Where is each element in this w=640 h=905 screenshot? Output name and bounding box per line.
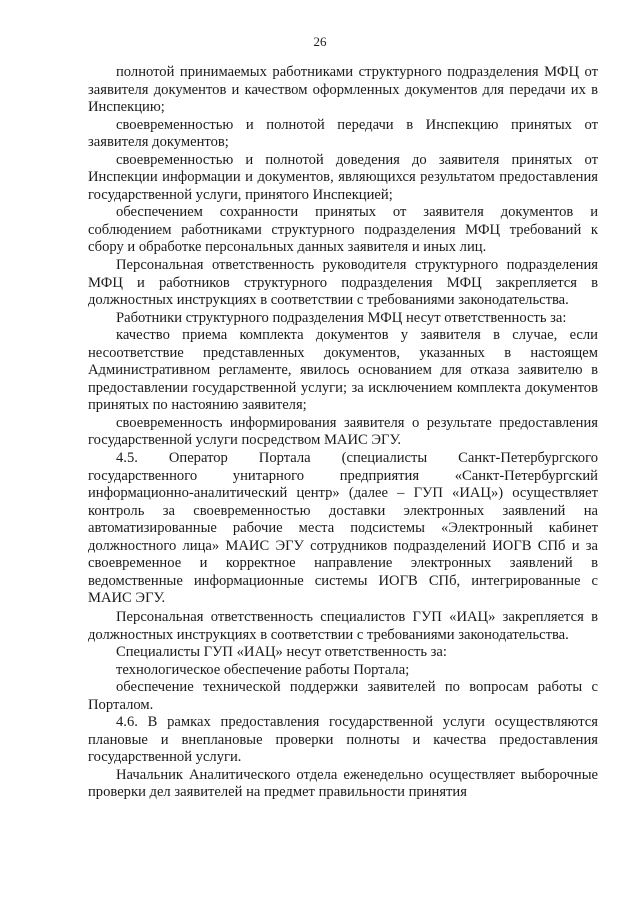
paragraph: своевременностью и полнотой доведения до заявителя принятых от Инспекции информации и документов, являющихся результатом предоставления государственной услуги, принятого Инспекцией;: [88, 151, 598, 203]
paragraph: Персональная ответственность специалистов ГУП «ИАЦ» закрепляется в должностных инструкциях в соответствии с требованиями законодательства.: [88, 608, 598, 643]
page-number: 26: [313, 34, 327, 49]
paragraph: Персональная ответственность руководителя структурного подразделения МФЦ и работников структурного подразделения МФЦ закрепляется в должностных инструкциях в соответствии с требованиями законодательства.: [88, 257, 598, 309]
paragraph: обеспечением сохранности принятых от заявителя документов и соблюдением работниками структурного подразделения МФЦ требований к сбору и обработке персональных данных заявителя и иных лиц.: [88, 204, 598, 256]
paragraph: 4.5. Оператор Портала (специалисты Санкт-Петербургского государственного унитарного предприятия «Санкт-Петербургский информационно-аналитический центр» (далее – ГУП «ИАЦ») осуществляет контроль за своевременностью доставки электронных заявлений на автоматизированные рабочие места подсистемы «Электронный кабинет должностного лица» МАИС ЭГУ сотрудников подразделений ИОГВ СПб и за своевременное и корректное направление электронных заявлений в ведомственные информационные системы ИОГВ СПб, интегрированные с МАИС ЭГУ.: [88, 450, 598, 607]
paragraph: 4.6. В рамках предоставления государственной услуги осуществляются плановые и внеплановые проверки полноты и качества предоставления государственной услуги.: [88, 714, 598, 766]
paragraph: Специалисты ГУП «ИАЦ» несут ответственность за:: [116, 644, 447, 661]
document-body: [88, 64, 598, 802]
paragraph: обеспечение технической поддержки заявителей по вопросам работы с Порталом.: [88, 679, 598, 713]
paragraph: Начальник Аналитического отдела еженедельно осуществляет выборочные проверки дел заявителей на предмет правильности принятия: [88, 766, 598, 801]
paragraph: качество приема комплекта документов у заявителя в случае, если несоответствие представленных документов, указанных в настоящем Административном регламенте, явилось основанием для отказа заявителю в предоставлении государственной услуги; за исключением комплекта документов принятых по настоянию заявителя;: [88, 327, 598, 414]
paragraph: своевременностью и полнотой передачи в Инспекцию принятых от заявителя документов;: [88, 116, 598, 151]
paragraph: Работники структурного подразделения МФЦ несут ответственность за:: [116, 309, 567, 326]
paragraph: технологическое обеспечение работы Портала;: [116, 661, 410, 678]
paragraph: своевременность информирования заявителя о результате предоставления государственной услуги посредством МАИС ЭГУ.: [88, 414, 598, 449]
paragraph: полнотой принимаемых работниками структурного подразделения МФЦ от заявителя документов и качеством оформленных документов для передачи их в Инспекцию;: [88, 64, 598, 116]
